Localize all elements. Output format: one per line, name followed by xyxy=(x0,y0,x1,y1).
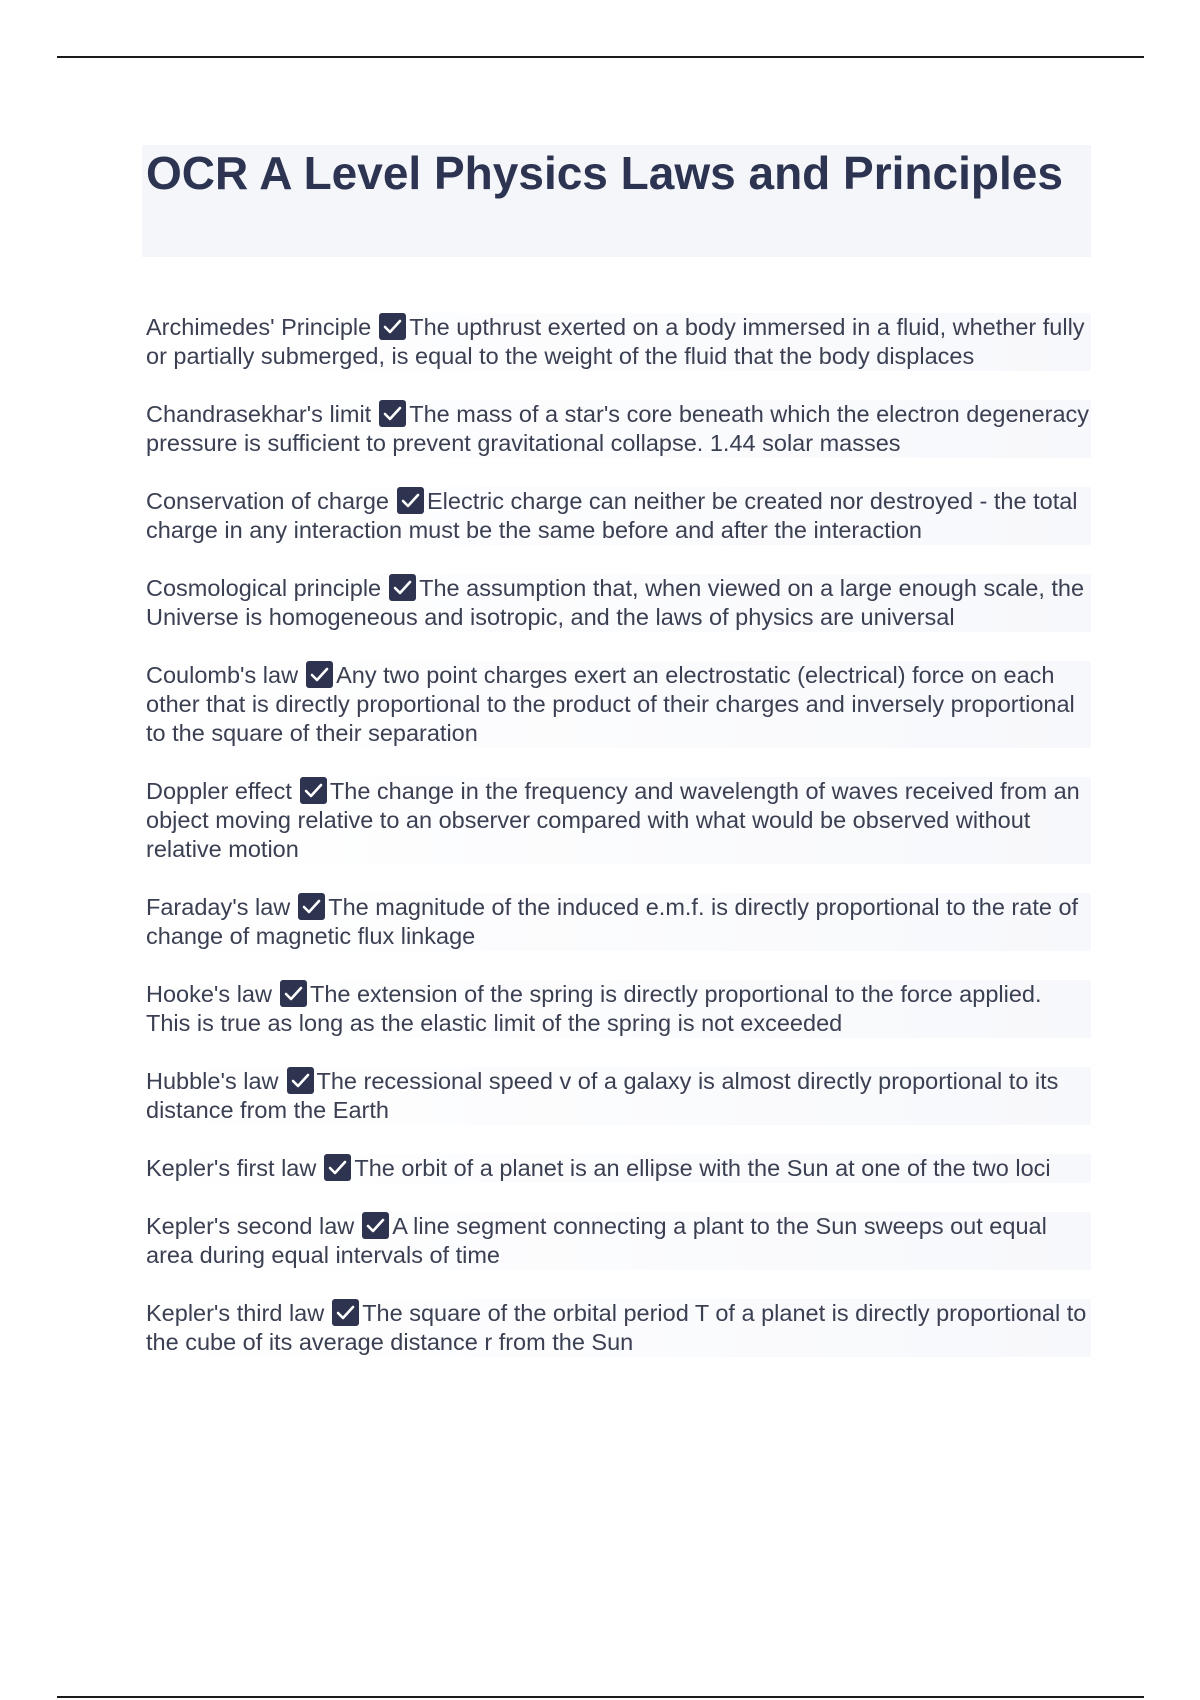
list-item xyxy=(146,777,1091,864)
entry-term: Hooke's law xyxy=(146,981,272,1007)
check-box-icon xyxy=(362,1212,389,1239)
entry-definition: The change in the frequency and wavelength of waves received from an object moving relative to an observer compared with what would be observed without relative motion xyxy=(146,778,1080,862)
check-box-icon xyxy=(298,893,325,920)
entry-term: Hubble's law xyxy=(146,1068,279,1094)
list-item xyxy=(146,487,1091,545)
entry-term: Kepler's second law xyxy=(146,1213,355,1239)
entry-term: Kepler's first law xyxy=(146,1155,317,1181)
list-item xyxy=(146,1212,1091,1270)
entry-term: Conservation of charge xyxy=(146,488,389,514)
entry-definition: The square of the orbital period T of a planet is directly proportional to the cube of its average distance r from the Sun xyxy=(146,1300,1087,1355)
entry-definition: The extension of the spring is directly proportional to the force applied. This is true as long as the elastic limit of the spring is not exceeded xyxy=(146,981,1042,1036)
check-box-icon xyxy=(379,313,406,340)
list-item xyxy=(146,400,1091,458)
check-box-icon xyxy=(332,1299,359,1326)
check-box-icon xyxy=(280,980,307,1007)
bottom-rule xyxy=(57,1696,1144,1698)
list-item xyxy=(146,1067,1091,1125)
list-item xyxy=(146,980,1091,1038)
entry-term: Kepler's third law xyxy=(146,1300,325,1326)
entry-term: Doppler effect xyxy=(146,778,292,804)
check-box-icon xyxy=(397,487,424,514)
list-item xyxy=(146,893,1091,951)
page-title: OCR A Level Physics Laws and Principles xyxy=(146,147,1063,199)
entry-term: Coulomb's law xyxy=(146,662,299,688)
check-box-icon xyxy=(324,1154,351,1181)
entry-definition: The orbit of a planet is an ellipse with the Sun at one of the two loci xyxy=(354,1155,1051,1181)
entry-term: Chandrasekhar's limit xyxy=(146,401,372,427)
list-item xyxy=(146,574,1091,632)
entry-definition: The mass of a star's core beneath which the electron degeneracy pressure is sufficient to prevent gravitational collapse. 1.44 solar masses xyxy=(146,401,1090,456)
entry-term: Cosmological principle xyxy=(146,575,382,601)
entry-list xyxy=(146,313,1091,1386)
check-box-icon xyxy=(300,777,327,804)
check-box-icon xyxy=(306,661,333,688)
check-box-icon xyxy=(379,400,406,427)
list-item xyxy=(146,1154,1091,1183)
title-block xyxy=(142,145,1091,257)
list-item xyxy=(146,313,1091,371)
check-box-icon xyxy=(287,1067,314,1094)
entry-definition: Any two point charges exert an electrostatic (electrical) force on each other that is directly proportional to the product of their charges and inversely proportional to the square of their separation xyxy=(146,662,1075,746)
top-rule xyxy=(57,56,1144,58)
entry-definition: Electric charge can neither be created nor destroyed - the total charge in any interaction must be the same before and after the interaction xyxy=(146,488,1078,543)
list-item xyxy=(146,661,1091,748)
check-box-icon xyxy=(389,574,416,601)
entry-term: Archimedes' Principle xyxy=(146,314,372,340)
entry-definition: The assumption that, when viewed on a large enough scale, the Universe is homogeneous and isotropic, and the laws of physics are universal xyxy=(146,575,1085,630)
entry-definition: The recessional speed v of a galaxy is almost directly proportional to its distance from the Earth xyxy=(146,1068,1059,1123)
list-item xyxy=(146,1299,1091,1357)
entry-definition: The upthrust exerted on a body immersed in a fluid, whether fully or partially submerged, is equal to the weight of the fluid that the body displaces xyxy=(146,314,1085,369)
entry-definition: The magnitude of the induced e.m.f. is directly proportional to the rate of change of magnetic flux linkage xyxy=(146,894,1079,949)
entry-definition: A line segment connecting a plant to the Sun sweeps out equal area during equal intervals of time xyxy=(146,1213,1047,1268)
entry-term: Faraday's law xyxy=(146,894,291,920)
